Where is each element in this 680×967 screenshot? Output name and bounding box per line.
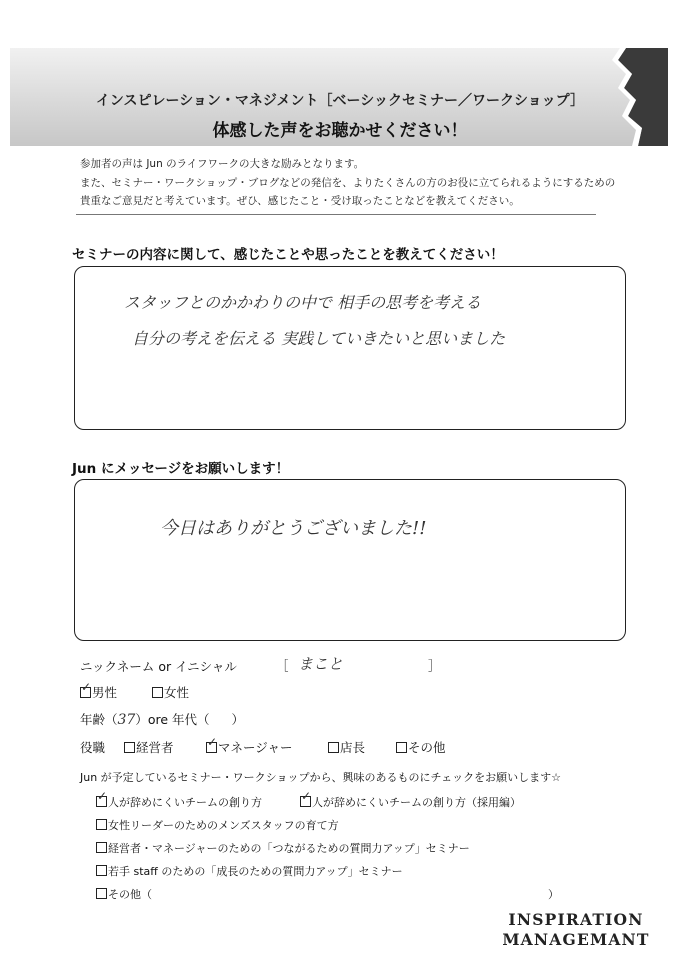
interest-item-label: 人が辞めにくいチームの創り方 (108, 796, 262, 809)
gender-female-option[interactable] (152, 683, 189, 701)
gender-female-label: 女性 (164, 685, 190, 700)
intro-line-3: 貴重なご意見だと考えています。ぜひ、感じたこと・受け取ったことなどを教えてください。 (80, 195, 520, 207)
role-store-manager-checkbox[interactable] (328, 742, 339, 753)
banner-subtitle: インスピレーション・マネジメント［ベーシックセミナー／ワークショップ］ (95, 93, 585, 109)
question-2-answer: 今日はありがとうございました!! (160, 518, 427, 539)
age-prefix: 年齢（ (80, 712, 118, 727)
interest-other-close: ） (548, 888, 559, 901)
interest-item[interactable] (96, 794, 262, 810)
nickname-bracket-close: ］ (428, 658, 441, 673)
interest-item-checkbox[interactable] (96, 842, 107, 853)
interest-item[interactable] (96, 863, 403, 879)
nickname-bracket-open: ［ (276, 658, 289, 673)
role-other-checkbox[interactable] (396, 742, 407, 753)
interest-item-label: その他（ (108, 888, 152, 901)
interest-item[interactable] (96, 886, 152, 902)
interest-item-checkbox[interactable] (96, 865, 107, 876)
role-store-manager-label: 店長 (340, 740, 366, 755)
interest-item-checkbox[interactable] (96, 796, 107, 807)
gender-female-checkbox[interactable] (152, 687, 163, 698)
nickname-label: ニックネーム or イニシャル (80, 659, 237, 674)
interest-item-checkbox[interactable] (300, 796, 311, 807)
question-2-heading: Jun にメッセージをお願いします！ (72, 461, 290, 477)
nickname-value[interactable]: まこと (298, 655, 344, 673)
age-suffix: ）ore 年代（ (135, 712, 210, 727)
age-suffix-close: ） (231, 712, 245, 727)
intro-line-1: 参加者の声は Jun のライフワークの大きな励みとなります。 (80, 158, 365, 170)
role-option-store-manager[interactable] (328, 738, 365, 756)
role-option-owner[interactable] (124, 738, 174, 756)
age-row (80, 710, 244, 728)
interest-item-checkbox[interactable] (96, 819, 107, 830)
gender-male-checkbox[interactable] (80, 687, 91, 698)
role-owner-checkbox[interactable] (124, 742, 135, 753)
question-1-heading: セミナーの内容に関して、感じたことや思ったことを教えてください！ (72, 247, 504, 263)
question-1-answer-line-1: スタッフとのかかわりの中で 相手の思考を考える (124, 293, 482, 312)
question-2-answer-box[interactable] (74, 479, 626, 641)
role-owner-label: 経営者 (136, 740, 174, 755)
interest-item-label: 人が辞めにくいチームの創り方（採用編） (312, 796, 521, 809)
intro-divider (76, 214, 596, 215)
logo-line-2: MANAGEMANT (502, 930, 650, 949)
intro-line-2: また、セミナー・ワークショップ・ブログなどの発信を、よりたくさんの方のお役に立てられるようにするための (80, 177, 616, 189)
role-label: 役職 (80, 740, 106, 755)
role-manager-checkbox[interactable] (206, 742, 217, 753)
role-other-label: その他 (408, 740, 446, 755)
role-manager-label: マネージャー (218, 740, 293, 755)
interest-item-label: 女性リーダーのためのメンズスタッフの育て方 (108, 819, 339, 832)
logo-line-1: INSPIRATION (508, 910, 644, 929)
interest-item[interactable] (96, 840, 470, 856)
interest-item[interactable] (96, 817, 339, 833)
interest-item[interactable] (300, 794, 521, 810)
gender-male-option[interactable] (80, 683, 117, 701)
banner-title: 体感した声をお聴かせください！ (212, 121, 468, 141)
interest-item-label: 若手 staff のための「成長のための質問力アップ」セミナー (108, 865, 403, 878)
interest-item-checkbox[interactable] (96, 888, 107, 899)
age-value[interactable]: 37 (117, 712, 136, 728)
role-option-manager[interactable] (206, 738, 293, 756)
interest-item-label: 経営者・マネージャーのための「つながるための質問力アップ」セミナー (108, 842, 470, 855)
role-option-other[interactable] (396, 738, 446, 756)
interest-prompt: Jun が予定しているセミナー・ワークショップから、興味のあるものにチェックをお願いします☆ (80, 771, 561, 784)
question-1-answer-line-2: 自分の考えを伝える 実践していきたいと思いました (132, 329, 506, 348)
gender-male-label: 男性 (92, 685, 118, 700)
